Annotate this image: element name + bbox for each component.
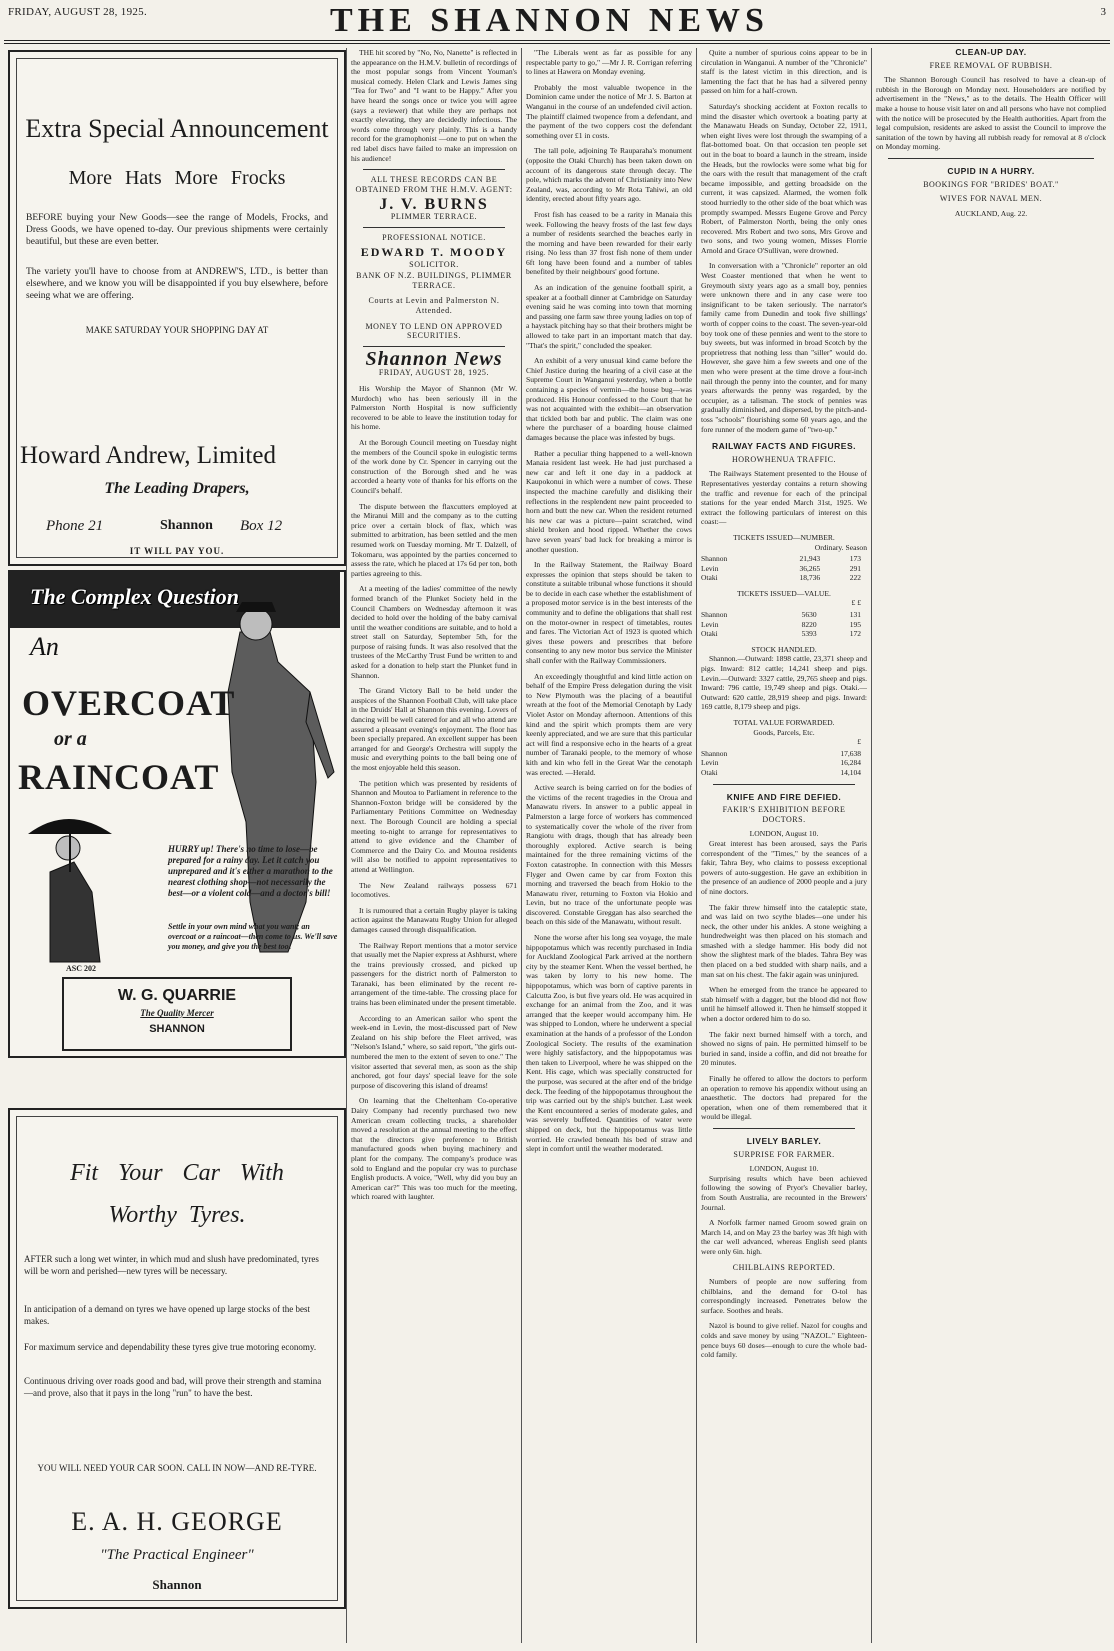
- fakir-subheadline: FAKIR'S EXHIBITION BEFORE DOCTORS.: [722, 805, 846, 824]
- table-row: [701, 758, 867, 768]
- table-row: [701, 554, 867, 564]
- table-row: [701, 768, 867, 778]
- chilblains-headline: CHILBLAINS REPORTED.: [732, 1262, 836, 1272]
- column-5: [876, 48, 1106, 1643]
- column-rule: [346, 48, 347, 1643]
- fakir-paragraph: The fakir next burned himself with a torch, and showed no signs of pain. He permitted himself to be buried in sand, inside a coffin, and did not breathe for 20 minutes.: [701, 1029, 867, 1068]
- news-paragraph: At the Borough Council meeting on Tuesday night the members of the Council spoke in eulogistic terms of the work done by Cr. Spencer in carrying out the construction of the Borough shed and he was accorded a hearty vote of thanks for his efforts on the Council's behalf.: [351, 438, 517, 495]
- solicitor-courts: Courts at Levin and Palmerston N. Attended.: [368, 296, 500, 316]
- masthead: [0, 0, 1114, 40]
- tickets-columns: Ordinary. Season: [814, 542, 867, 552]
- shop-town: Shannon: [160, 518, 213, 533]
- news-paragraph: The New Zealand railways possess 671 locomotives.: [351, 880, 517, 900]
- news-paragraph: On learning that the Cheltenham Co-operative Dairy Company had recently purchased two new American cream collecting trucks, a shareholder moved a resolution at the annual meeting to the effect that the directors give preference to British manufactured goods when buying machinery and plant for the company. The company's produce was sold to England and the popular cry was to purchase English products. A voice, "Well, why did you buy an American car?" This was too much for the meeting, which roared with laughter.: [351, 1096, 517, 1202]
- ad-paragraph: BEFORE buying your New Goods—see the range of Models, Frocks, and Dress Goods, we have opened to-day. Our previous shipments were certainly beautiful, but these are even better.: [26, 213, 328, 247]
- fakir-paragraph: When he emerged from the trance he appeared to stab himself with a dagger, but the blood did not flow until he himself allowed it. Then he himself stopped it when a doctor ordered him to do so.: [701, 985, 867, 1024]
- barley-paragraphs: [701, 1174, 867, 1257]
- table-value: 18,736: [799, 573, 821, 583]
- column-3: [526, 48, 692, 1643]
- news-paragraphs: [701, 48, 867, 434]
- news-paragraph: None the worse after his long sea voyage, the male hippopotamus which was recently purchased in India for Auckland Zoological Park arrived at the northern city by the steamer Kent. When the vessel berthed, he was taken by lorry to his new home. The hippopotamus, which was born of captive parents in Calcutta Zoo, is but five years old. He was acquired in exchange for an animal from the Zoo, and it was arranged that the keeper would accompany him. He was shipped to London, where he underwent a special examination at the hands of a professor of the London Zoological Society. The results of the examination were highly satisfactory, and the hippopotamus was then taken to Liverpool, where he was shipped on the Kent. His cage, which was specially constructed for the purpose, was secured at the after end of the bridge deck. The feeding of the hippopotamus throughout the trip was carried out by the ship's butcher. Last week the Kent encountered a series of moderate gales, and was severely buffeted. Quantities of water were shipped on deck, but the hippopotamus was little worried. He crawled beneath his bed of straw and slept in comfort until the weather moderated.: [526, 933, 692, 1154]
- station-name: Shannon: [701, 748, 728, 758]
- solicitor-title: SOLICITOR.: [409, 259, 459, 269]
- merchant-name: W. G. QUARRIE: [117, 987, 237, 1004]
- station-name: Levin: [701, 758, 719, 768]
- news-paragraph: Saturday's shocking accident at Foxton recalls to mind the disaster which overtook a boating party at the Manawatu Heads on Sunday, October 22, 1911, when eight lives were lost through the swamping of a flat-bottomed boat. On that occasion ten people set out in the boat to board a launch in the stream, inside the Heads, but the rowlocks were some what big for the oars with the result that management of the craft became impossible, and getting broadside on the current, it was capsized. Alarmed, the women folk stood hurriedly to the other side of the boat which was promptly swamped. Messrs Eugene Grove and Percy Robert, of Palmerston North, being the only ones recovered. Mrs Robert and two sons, Mrs Grove and two sons, and two young women, Misses Florrie Arnold and Grace O'Sullivan, were drowned.: [701, 101, 867, 255]
- merchant-town: SHANNON: [149, 1023, 205, 1035]
- merchant-tagline: The Quality Mercer: [140, 1008, 214, 1018]
- table-row: [701, 629, 867, 639]
- divider: [713, 1128, 855, 1129]
- editorial-dateline: FRIDAY, AUGUST 28, 1925.: [378, 368, 490, 378]
- ad-big-word-overcoat: OVERCOAT: [22, 683, 236, 723]
- table-value: 17,638: [840, 748, 861, 758]
- station-name: Otaki: [701, 629, 718, 639]
- table-value: 173: [849, 554, 861, 564]
- article-record: THE hit scored by "No, No, Nanette" is reflected in the appearance on the H.M.V. bulletin of recordings of the most popular songs from Vincent Youman's musical comedy. Helen Clark and Lewis James sing "Tea for Two" and "I want to be Happy." After you have heard the songs once or twice you will agree (says a reviewer) that while they are perhaps not exactly elevating, they are decidedly infectious. The words come through very plainly. This is a handy record for the gramophonist —one to put on when the red label discs have failed to make an impression on his audience!: [351, 48, 517, 163]
- railway-subheadline: HOROWHENUA TRAFFIC.: [731, 454, 837, 464]
- shop-tagline: The Leading Drapers,: [104, 480, 250, 497]
- table-value: 195: [849, 619, 861, 629]
- news-paragraph: At a meeting of the ladies' committee of the newly formed branch of the Plunket Society held in the Council Chambers on Wednesday afternoon it was decided to hold over the holding of the baby carnival until the weather conditions are suitable, and to hold a street stall on Saturday, September 5th, for the purpose of raising funds. It was also resolved that the trustees of the McCarthy Trust Fund be written to and asked for a donation to help start the Plunket fund in Shannon.: [351, 584, 517, 680]
- fakir-dateline: LONDON, August 10.: [749, 829, 819, 839]
- news-paragraph: An exhibit of a very unusual kind came before the Chief Justice during the hearing of a civil case at the Supreme Court in Wanganui yesterday, when a bottle containing a species of vermin—the house bug—was produced. His Honour confessed to the Court that he was not acquainted with the exhibit—an observation that tickled both bar and public. The claim was one where the purchaser of a boarding house claimed damages because the place was infested by bugs.: [526, 356, 692, 442]
- barley-paragraph: Surprising results which have been achieved following the sowing of Pryor's Chevalier barley, from South Australia, are recounted in the Brewers' Journal.: [701, 1173, 867, 1212]
- column-4: [701, 48, 867, 1643]
- professional-notice: PROFESSIONAL NOTICE.: [382, 232, 486, 242]
- ad-paragraph: In anticipation of a demand on tyres we have opened up large stocks of the best makes.: [24, 1304, 310, 1326]
- cleanup-text: The Shannon Borough Council has resolved to have a clean-up of rubbish in the Borough on Monday next. Householders are notified by advertisement in the "News," as to the details. The Health Officer will make a house to house visit later on and all persons who have not complied with the notice will be prosecuted by the Health authorities. Apart from the legal compulsion, residents are asked to assist the Council to improve the sanitation of the town by having all rubbish ready for removal at 8 o'clock on Monday morning.: [876, 75, 1106, 152]
- table-value: 36,265: [799, 563, 821, 573]
- solicitor-name: EDWARD T. MOODY: [360, 245, 508, 260]
- chilblains-text: Numbers of people are now suffering from chilblains, and the demand for O-tol has correspondingly increased. Penetrates below the surface. Soothes and heals.: [701, 1277, 867, 1315]
- ad-call-to-action: YOU WILL NEED YOUR CAR SOON. CALL IN NOW—AND RE-TYRE.: [37, 1463, 317, 1473]
- nazol-text: Nazol is bound to give relief. Nazol for coughs and colds and save money by using "NAZOL." Eighteen-pence buys 60 doses—enough to cure the whole bad-cold family.: [701, 1321, 867, 1360]
- ad-script-word: An: [30, 632, 59, 661]
- divider: [888, 158, 1094, 159]
- table-value: 21,943: [799, 554, 821, 564]
- ad-paragraph: The variety you'll have to choose from at ANDREW'S, LTD., is better than elsewhere, and we know you will be disappointed if you buy elsewhere, before seeing what we are offering.: [26, 267, 328, 301]
- news-paragraph: Active search is being carried on for the bodies of the victims of the recent tragedies in the Oroua and Manawatu rivers. In answer to a public appeal in Palmerston a large force of workers has commenced to systematically cover the whole of the river from Rangiotu with drags, though that has already been thoroughly explored. Active search is being maintained for the three remaining victims of the Foxton catastrophe. In connection with this Messrs Flyger and Owen came by car from Foxton this morning and traversed the beach from Hokio to the Manawatu river, returning to Foxton via Hokio and Levin, but no trace of the unfortunate people was discovered. Constable Greggan has also searched the beach on this side of the Manawatu, without result.: [526, 783, 692, 927]
- cupid-subheadline-2: WIVES FOR NAVAL MEN.: [939, 194, 1043, 204]
- records-notice: ALL THESE RECORDS CAN BE OBTAINED FROM THE H.M.V. AGENT:: [355, 175, 513, 194]
- station-name: Otaki: [701, 767, 718, 777]
- fakir-headline: KNIFE AND FIRE DEFIED.: [726, 791, 842, 802]
- ad-call-to-action: MAKE SATURDAY YOUR SHOPPING DAY AT: [85, 325, 269, 335]
- news-paragraph: As an indication of the genuine football spirit, a speaker at a football dinner at Cambridge on Saturday evening said he was coming into town that morning and passing one farm saw three young ladies on top of a haystack pitching hay so that their brothers might be allowed to take part in an important match that day. "That's the spirit," concluded the speaker.: [526, 283, 692, 350]
- news-paragraphs: [526, 48, 692, 1154]
- station-name: Levin: [701, 619, 719, 629]
- stock-heading: STOCK HANDLED.: [751, 644, 817, 654]
- ad-headline-2: Worthy Tyres.: [108, 1202, 246, 1228]
- table-row: [701, 564, 867, 574]
- station-name: Shannon: [701, 610, 728, 620]
- column-rule: [696, 48, 697, 1643]
- divider: [363, 227, 505, 228]
- cupid-subheadline: BOOKINGS FOR "BRIDES' BOAT.": [923, 179, 1059, 189]
- news-paragraph: Frost fish has ceased to be a rarity in Manaia this week. Following the heavy frosts of the last few days a number of residents searched the beaches early in the morning and have been rewarded for their early rising. No less than 37 frost fish none of them under 6ft long have been found and a number of tables benefited by their neighbours' good fortune.: [526, 209, 692, 277]
- ad-script-title: The Complex Question: [30, 584, 240, 609]
- shop-phone: Phone 21: [46, 518, 104, 534]
- ad-copy-2: Settle in your own mind what you want; an overcoat or a raincoat—then come to us. We'll save you money, and give you the best too!: [168, 922, 338, 951]
- table-row: [701, 620, 867, 630]
- editorial-nameplate: Shannon News: [365, 347, 503, 370]
- ad-paragraph: For maximum service and dependability these tyres give true motoring economy.: [24, 1342, 317, 1352]
- solicitor-money: MONEY TO LEND ON APPROVED SECURITIES.: [365, 321, 503, 341]
- fakir-paragraphs: [701, 839, 867, 1122]
- table-value: 5630: [801, 610, 817, 620]
- firm-town: Shannon: [152, 1577, 202, 1592]
- firm-tagline: "The Practical Engineer": [100, 1547, 254, 1563]
- divider: [363, 346, 505, 347]
- divider: [363, 169, 505, 170]
- fakir-paragraph: Finally he offered to allow the doctors to perform an operation to remove his appendix without using an anaesthetic. The doctors had prepared for the operation, when one of them remembered that it would be illegal.: [701, 1074, 867, 1122]
- table-row: [701, 573, 867, 583]
- news-paragraph: The petition which was presented by residents of Shannon and Moutoa to Parliament in reference to the Shannon-Foxton bridge will be considered by the Parliamentary Petitions Committee on Wednesday next. The Borough Council are holding a special meeting to-night to arrange for representatives to attend to give evidence and the Chamber of Commerce and the Dairy Co. and Moutoa residents will also be notified to appoint representatives to attend at Wellington.: [351, 778, 517, 874]
- table-value: 131: [849, 610, 861, 620]
- tickets-number-table: [701, 554, 867, 583]
- table-row: [701, 610, 867, 620]
- goods-table: [701, 749, 867, 778]
- stock-text: Shannon.—Outward: 1898 cattle, 23,371 sheep and pigs. Inward: 812 cattle; 14,241 sheep and pigs. Levin.—Outward: 3327 cattle, 29,765 sheep and pigs. Inward: 796 cattle, 19,749 sheep and pigs. Otaki.—Outward: 620 cattle, 28,919 sheep and pigs. Inward: 169 cattle, 8,179 sheep and pigs.: [701, 654, 867, 712]
- barley-headline: LIVELY BARLEY.: [746, 1135, 822, 1146]
- barley-paragraph: A Norfolk farmer named Groom sowed grain on March 14, and on May 23 the barley was 3ft high with the car well advanced, whereas English seed plants were only 6in. high.: [701, 1218, 867, 1256]
- ad-code: ASC 202: [66, 964, 97, 973]
- agent-name: J. V. BURNS: [379, 196, 489, 214]
- table-value: 291: [849, 563, 861, 573]
- news-paragraph: The Railway Report mentions that a motor service that usually met the Napier express at Ashhurst, where the trains previously crossed, and picked up passengers for the district north of Palmerston to Taranaki, has been eliminated by the recent re-arrangement of the time-table. The crossing place for trains has been eliminated under the present timetable.: [351, 940, 517, 1008]
- news-paragraph: It is rumoured that a certain Rugby player is taking action against the Manawatu Rugby Union for alleged damages caused through disqualification.: [351, 905, 517, 934]
- shop-box: Box 12: [240, 518, 283, 534]
- ad-subheadline: More Hats More Frocks: [68, 167, 286, 189]
- ad-headline: Extra Special Announcement: [25, 114, 329, 143]
- ad-connector: or a: [54, 728, 87, 750]
- ad-paragraph: AFTER such a long wet winter, in which mud and slush have predominated, tyres will be worn and perished—new tyres will be necessary.: [24, 1254, 319, 1276]
- news-paragraph: According to an American sailor who spent the week-end in Levin, the most-discussed part of New Zealand on his ship before the Fleet arrived, was "Nelson's Island," where, so said report, "the girls out-numbered the men to the extent of seven to one." The visitor asserted that several men, as soon as the ship anchored, got four days' special leave for the sole purpose of discovering this island of dreams!: [351, 1013, 517, 1090]
- local-news-paragraphs: [351, 384, 517, 1202]
- barley-subheadline: SURPRISE FOR FARMER.: [733, 1149, 835, 1159]
- station-name: Levin: [701, 563, 719, 573]
- news-paragraph: Rather a peculiar thing happened to a well-known Manaia resident last week. He had just purchased a new car and left it one day in a paddock at Kaupokonui in which were a number of cows. These inspected the machine carefully and disliking their reflections in the resplendent new paint proceeded to horn and butt the new car. When the resident returned his new car was a picture—paint scratched, wind shield broken and hood ripped. Whether the cows have seven years' bad luck for breaking a mirror is another question.: [526, 448, 692, 554]
- news-paragraph: In conversation with a "Chronicle" reporter an old West Coaster mentioned that when he went to Greymouth sixty years ago as a small boy, pennies were unknown there and in any case were too insignificant to be taken seriously. The narrator's family came from Dunedin and took five shillings' worth of copper coins to the coast. The seven-year-old boy took one of these pennies and went to the store to buy sweets, but was informed in broad Scotch by the proprietress that nothing less than "siller" would do. However, she gave him a few sweets and one of the men who were present at the time drove a four-inch nail through the penny into the counter, and for many years afterwards the penny was regarded, by the occupier, as a talisman. The stock of pennies was gradually diminished, and dispersed, by the pitch-and-toss "schools" flourishing some 60 years ago, and the fore runner of the modern game of "two-up.": [701, 261, 867, 434]
- tickets-value-heading: TICKETS ISSUED—VALUE.: [737, 588, 831, 598]
- divider: [713, 784, 855, 785]
- cleanup-subheadline: FREE REMOVAL OF RUBBISH.: [929, 60, 1053, 70]
- ad-copy: HURRY up! There's no time to lose—be prepared for a rainy day. Let it catch you unprepared and it's either a marathon to the nearest clothing shop—not necessarily the best—or a violent cold—and a doctor's bill!: [168, 844, 333, 898]
- station-name: Shannon: [701, 554, 728, 564]
- ad-big-word-raincoat: RAINCOAT: [18, 757, 220, 797]
- news-paragraph: The tall pole, adjoining Te Rauparaha's monument (opposite the Otaki Church) has been taken down on account of its dangerous state through decay. The pole, which marks the advent of Christianity into New Zealand, was, according to Mr Rota Tahiwi, an old identity, erected about fifty years ago.: [526, 146, 692, 204]
- news-paragraph: His Worship the Mayor of Shannon (Mr W. Murdoch) who has been seriously ill in the Palmerston North Hospital is now sufficiently recovered to be able to leave the institution today for his home.: [351, 384, 517, 432]
- table-value: 14,104: [840, 767, 861, 777]
- goods-subheading: Goods, Parcels, Etc.: [753, 727, 815, 737]
- news-paragraph: An exceedingly thoughtful and kind little action on behalf of the Empire Press delegation during the visit to New Plymouth was the placing of a beautiful wreath at the foot of the Memorial Cenotaph by Lady Violet Astor on Monday afternoon. Attentions of this kind and the spirit which prompts them are very keenly appreciated, and we are sure that this particular act will find a responsive echo in the hearts of a great number of Taranaki people, to the memory of whose kith and kin who fell in the Great War the cenotaph was erected. —Herald.: [526, 671, 692, 777]
- quarrie-advertisement: [8, 570, 346, 1058]
- page-number: 3: [1100, 6, 1106, 18]
- column-2: [351, 48, 517, 1643]
- shop-name: Howard Andrew, Limited: [20, 442, 276, 469]
- railway-headline: RAILWAY FACTS AND FIGURES.: [712, 441, 856, 452]
- value-columns: £ £: [851, 598, 861, 608]
- masthead-rule-2: [4, 43, 1110, 44]
- table-value: 172: [849, 629, 861, 639]
- newspaper-title: THE SHANNON NEWS: [330, 2, 769, 39]
- fakir-paragraph: Great interest has been aroused, says the Paris correspondent of the "Times," by the seances of a fakir, Tahra Bey, who claims to possess exceptional powers of auto-suggestion. He gave an exhibition in the presence of an audience of 2000 people and a jury of nine doctors.: [701, 838, 867, 896]
- fakir-paragraph: The fakir threw himself into the cataleptic state, and was laid on two scythe blades—one under his neck, the other under his ankles. A stone weighing a hundredweight was then placed on his stomach and smashed with a sledge hammer. His body did not show the slightest mark of the blades. Tahra Bey was then placed on a bed studded with sharp nails, and a man sat on his chest. The fakir again was uninjured.: [701, 902, 867, 979]
- ad-footer: IT WILL PAY YOU.: [129, 546, 225, 556]
- news-paragraph: The Grand Victory Ball to be held under the auspices of the Shannon Football Club, will take place in the Druids' Hall at Shannon this evening. Lovers of dancing will be well catered for and all who attend are assured a pleasant evening's enjoyment. The floor has been specially prepared. An excellent supper has been arranged for and George's Orchestra will supply the music and everything points to the ball being one of the most enjoyable held this season.: [351, 686, 517, 772]
- tickets-number-heading: TICKETS ISSUED—NUMBER.: [733, 532, 835, 542]
- agent-address: PLIMMER TERRACE.: [390, 211, 478, 221]
- goods-currency: £: [857, 737, 861, 747]
- cupid-dateline: AUCKLAND, Aug. 22.: [954, 208, 1028, 218]
- news-paragraph: Probably the most valuable twopence in the Dominion came under the notice of Mr J. S. Barton at Wanganui in the course of an undefended civil action. The plaintiff claimed twopence from a defendant, and the payment of the two coppers cost the defendant something over £1 in costs.: [526, 82, 692, 140]
- masthead-rule: [4, 40, 1110, 41]
- cupid-headline: CUPID IN A HURRY.: [947, 165, 1035, 176]
- tickets-value-table: [701, 610, 867, 639]
- ad-paragraph: Continuous driving over roads good and bad, will prove their strength and stamina—and prove, also that it pays in the long "run" to have the best.: [24, 1376, 322, 1398]
- column-rule: [521, 48, 522, 1643]
- table-value: 222: [849, 573, 861, 583]
- table-value: 16,284: [840, 758, 861, 768]
- news-paragraph: The dispute between the flaxcutters employed at the Miranui Mill and the company as to the cutting price over a certain block of flax, which was submitted to arbitration, has been settled and the men resumed work on Tuesday morning. Mr T. Dalzell, of Tokomaru, was appointed by the parties concerned to assess the rate, which he placed at 17s 6d per ton, both parties agreeing to this.: [351, 501, 517, 578]
- cleanup-headline: CLEAN-UP DAY.: [955, 48, 1027, 57]
- firm-name: E. A. H. GEORGE: [71, 1507, 283, 1536]
- george-tyres-advertisement: [8, 1108, 346, 1609]
- goods-heading: TOTAL VALUE FORWARDED.: [733, 718, 835, 727]
- station-name: Otaki: [701, 573, 718, 583]
- news-paragraph: "The Liberals went as far as possible for any respectable party to go," —Mr J. R. Corrigan referring to lines at Hawera on Monday evening.: [526, 48, 692, 77]
- solicitor-address: BANK OF N.Z. BUILDINGS, PLIMMER TERRACE.: [356, 271, 512, 290]
- barley-dateline: LONDON, August 10.: [749, 1164, 819, 1174]
- news-paragraph: In the Railway Statement, the Railway Board expresses the opinion that steps should be taken to constitute a suitable tribunal whose functions it should be to decide in each case whether the establishment of a proposed motor service is in the best interests of the community and to define the obligations that shall rest on the motor-owner in respect of timetables, routes and fares. The Victorian Act of 1923 is quoted which gives these powers and prescribes that before consenting to any new motor bus service the Minister shall confer with the Railway Commissioners.: [526, 560, 692, 666]
- table-row: [701, 749, 867, 759]
- news-paragraph: Quite a number of spurious coins appear to be in circulation in Wanganui. A number of the "Chronicle" staff is the latest victim in this direction, and is lamenting the fact that he has had a silvered penny passed on him for a half-crown.: [701, 48, 867, 96]
- ad-headline: Fit Your Car With: [70, 1160, 284, 1186]
- table-value: 5393: [801, 629, 817, 639]
- merchant-box: [62, 977, 292, 1051]
- railway-intro: The Railways Statement presented to the House of Representatives yesterday contains a return showing the traffic and revenue for each of the principal stations for the year ended March 31st, 1925. We extract the following particulars of interest on this coast:—: [701, 469, 867, 527]
- howard-andrew-advertisement: [8, 50, 346, 566]
- table-value: 8220: [801, 619, 817, 629]
- issue-date: FRIDAY, AUGUST 28, 1925.: [8, 6, 148, 18]
- column-rule: [871, 48, 872, 1643]
